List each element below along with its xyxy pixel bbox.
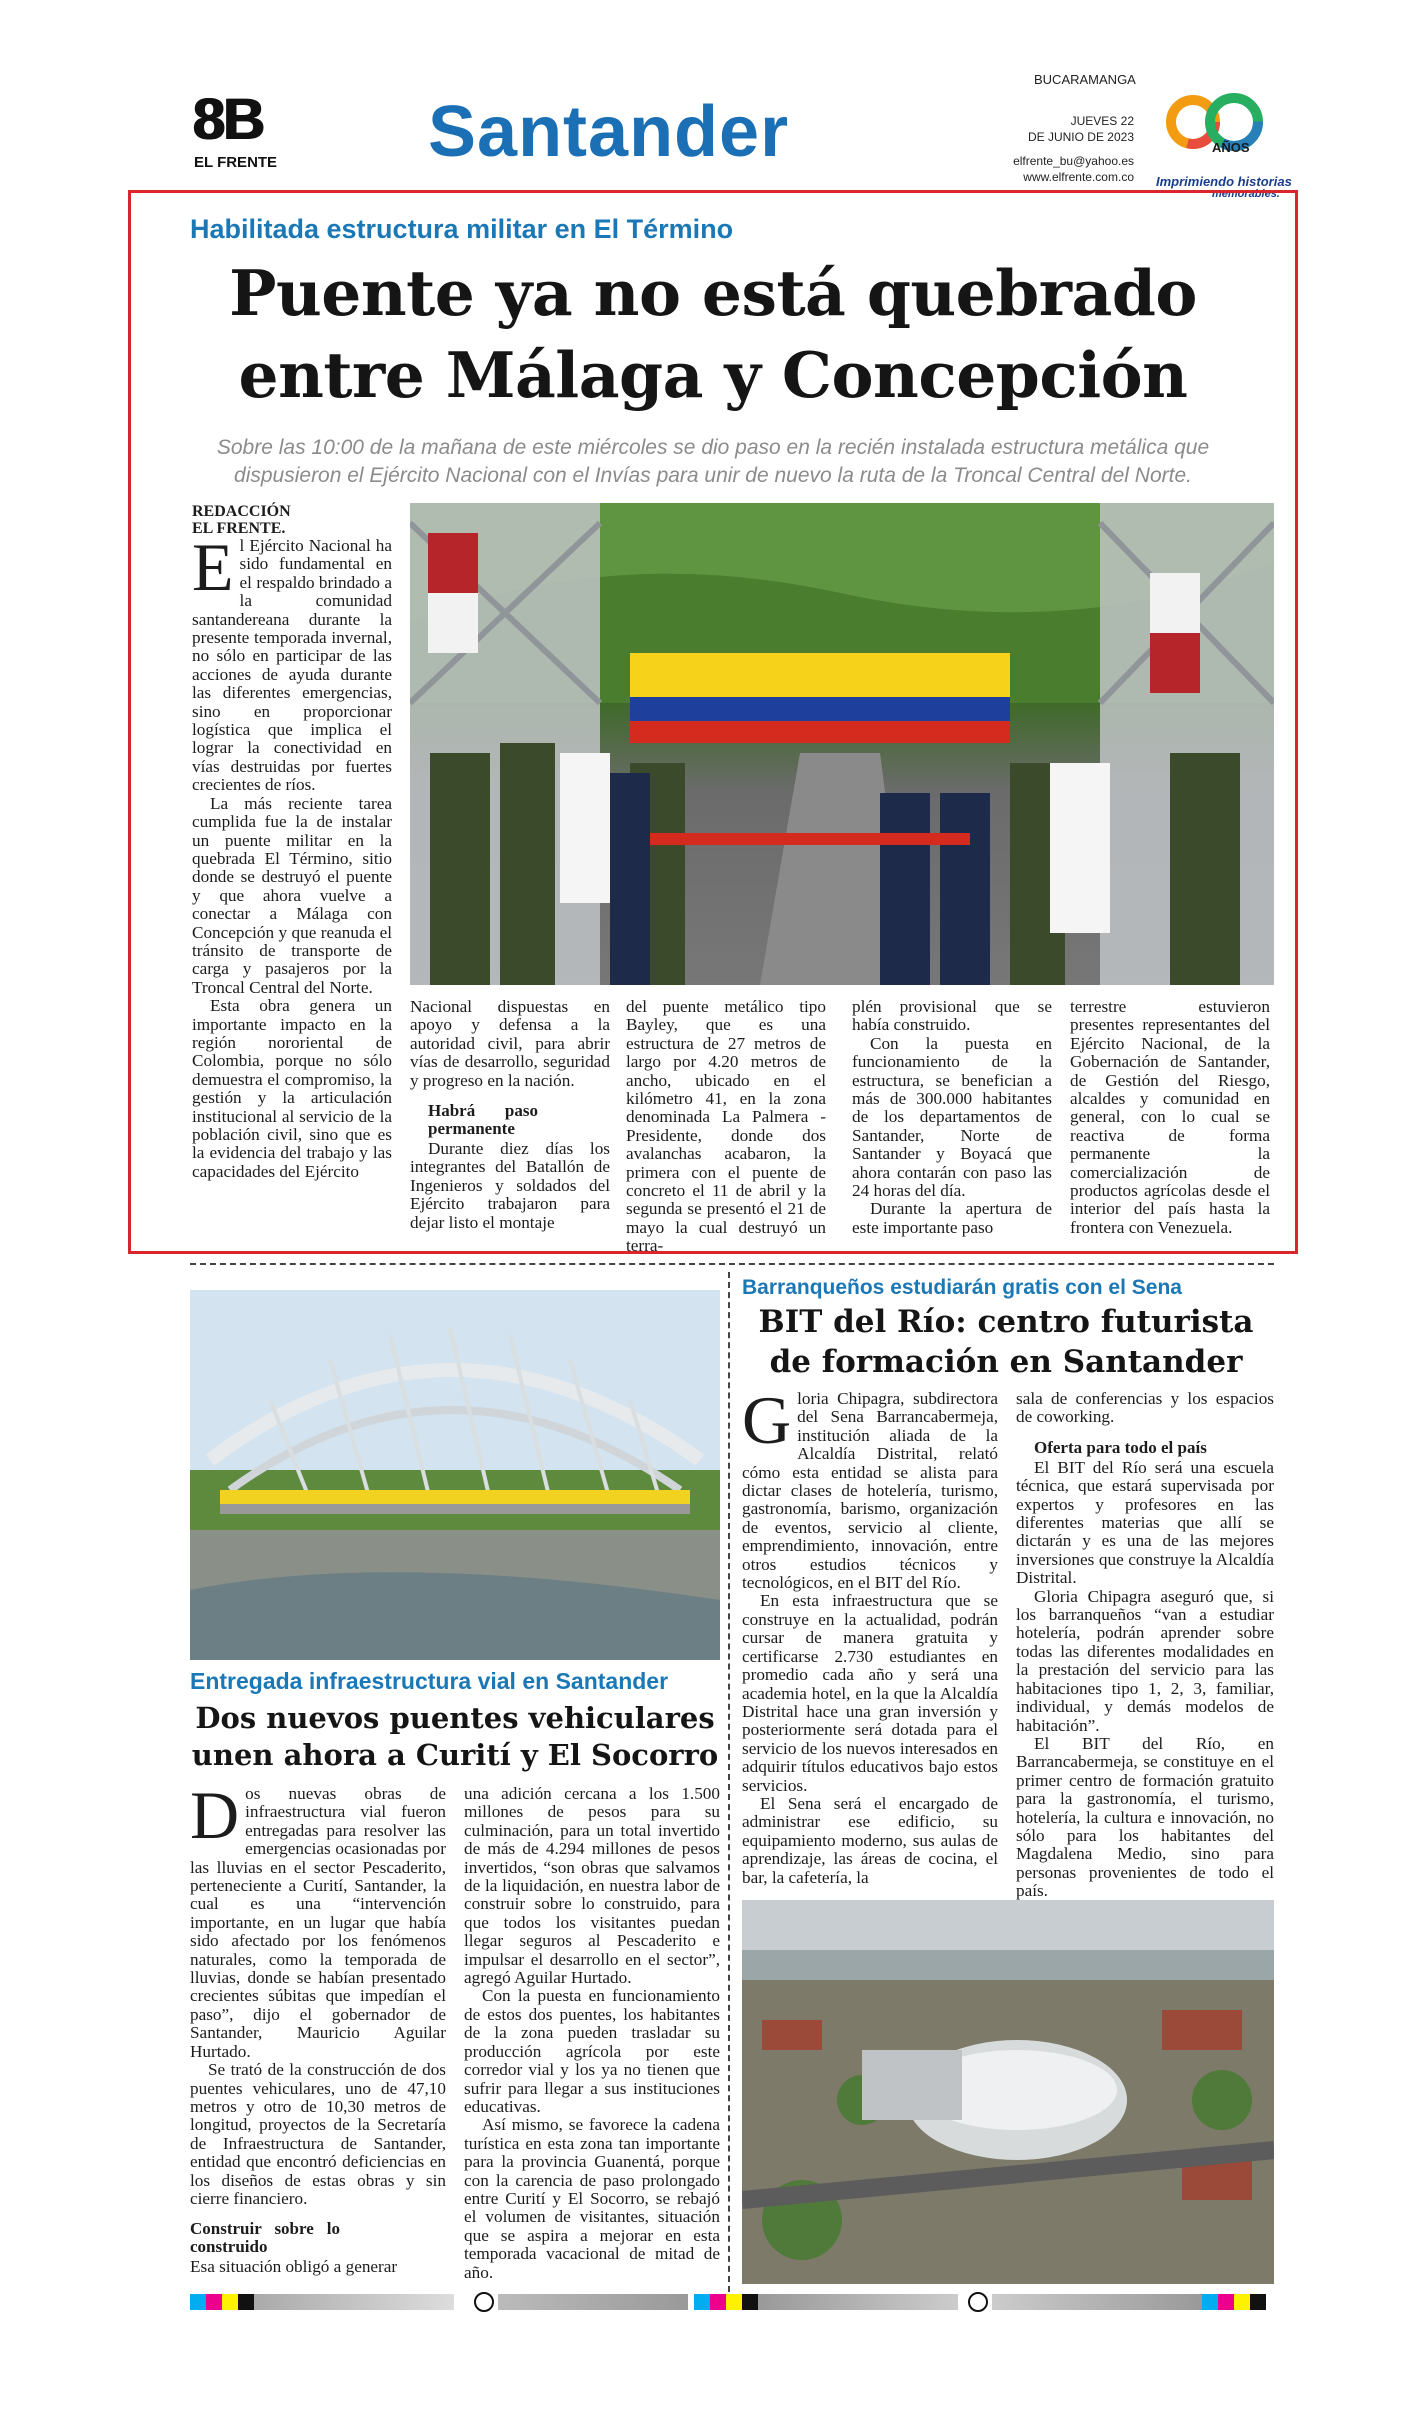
main-headline-line-1: Puente ya no está quebrado: [229, 256, 1197, 330]
date-line-2: DE JUNIO DE 2023: [1027, 130, 1134, 144]
aerial-illustration: [742, 1900, 1274, 2284]
main-col1-p1: l Ejército Nacional ha sido fundamental en el respaldo brindado a la comunidad santandereana durante la presente temporada invernal, no sólo en participar de las acciones de ayuda durante las diferentes emergencias, sino en proporcionar logística que implica el lograr la conectividad en vías destruidas por fuertes crecientes de ríos.: [192, 536, 392, 795]
bit-del-rio-aerial-photo: [742, 1900, 1274, 2284]
main-drop-cap: E: [192, 529, 234, 605]
sena-col-2: [1016, 1390, 1274, 1901]
bridges-col1-p2: Se trató de la construcción de dos puentes vehiculares, uno de 47,10 metros y otro de 10,30 metros de longitud, proyectos de la Secretaría de Infraestructura de Santander, entidad que encontró deficiencias en los diseños de estas obras y sin cierre financiero.: [190, 2060, 446, 2208]
anniversary-word: AÑOS: [1212, 140, 1250, 155]
sena-col2-p1: sala de conferencias y los espacios de coworking.: [1016, 1389, 1274, 1427]
main-deck-line-1: Sobre las 10:00 de la mañana de este miércoles se dio paso en la recién instalada estructura metálica que: [216, 436, 1210, 459]
email: elfrente_bu@yahoo.es: [1013, 154, 1134, 168]
sena-col-1: [742, 1382, 998, 1887]
bridges-col2-p2: Con la puesta en funcionamiento de estos dos puentes, los habitantes de la zona pueden trasladar su producción agrícola por este corredor vial y los ya no tienen que sufrir para llegar a sus instituciones educativas.: [464, 1986, 720, 2116]
slogan-line-2: memorables.: [1212, 188, 1280, 200]
slogan-line-1: Imprimiendo historias: [1156, 174, 1292, 189]
registration-bar-right: [992, 2294, 1274, 2310]
city: BUCARAMANGA: [1034, 72, 1136, 87]
section-title: Santander: [428, 92, 790, 172]
main-col-5: [1070, 998, 1270, 1237]
bridges-kicker: Entregada infraestructura vial en Santander: [190, 1668, 669, 1694]
bridges-subhead: Construir sobre lo construido: [190, 2219, 340, 2257]
sena-headline-line-2: de formación en Santander: [769, 1344, 1243, 1380]
website: www.elfrente.com.co: [1023, 170, 1134, 184]
main-col4-p2: Con la puesta en funcionamiento de la estructura, se benefician a más de 300.000 habitantes de los departamentos de Santander, Norte de Santander y Boyacá que ahora contarán con paso las 24 horas del día.: [852, 1033, 1052, 1201]
bridges-headline-line-2: unen ahora a Curití y El Socorro: [191, 1738, 719, 1772]
date-line-1: JUEVES 22: [1070, 114, 1134, 128]
bridge-photo: [190, 1290, 720, 1660]
byline-line-2: EL FRENTE.: [192, 520, 286, 537]
main-col2-p2: Durante diez días los integrantes del Batallón de Ingenieros y soldados del Ejército trabajaron para dejar listo el montaje: [410, 1139, 610, 1232]
bridges-col1-p3: Esa situación obligó a generar: [190, 2257, 398, 2277]
main-col-2: [410, 998, 610, 1232]
page-header: [0, 0, 1406, 200]
section-divider: [190, 1263, 1274, 1265]
registration-mark-1: [474, 2292, 494, 2312]
bridges-col-1: [190, 1777, 446, 2277]
bridges-col2-p3: Así mismo, se favorece la cadena turística en esta zona tan importante para la provincia Guanentá, porque con la carencia de paso prolongado entre Curití y El Socorro, se rebajó el volumen de visitantes, situación que se aspira a mejorar en esta temporada vacacional de mitad de año.: [464, 2115, 720, 2282]
registration-bar-left: [190, 2294, 470, 2310]
main-col1-p3: Esta obra genera un importante impacto en la región nororiental de Colombia, porque no sólo demuestra el compromiso, la gestión y la articulación institucional al servicio de la población civil, sino que es la evidencia del trabajo y las capacidades del Ejército: [192, 996, 392, 1181]
sena-headline-line-1: BIT del Río: centro futurista: [758, 1304, 1254, 1340]
sena-col2-p3: Gloria Chipagra aseguró que, si los barranqueños “van a estudiar hotelería, podrán aprender sobre todas las diferentes modalidades en la prestación del servicio para las habitaciones tipo 1, 2, 3, familiar, individual, y demás modelos de habitación”.: [1016, 1586, 1274, 1735]
sena-col2-p4: El BIT del Río, en Barrancabermeja, se constituye en el primer centro de formación gratuito para la gastronomía, el turismo, hotelería, la cultura e innovación, no sólo para los habitantes del Magdalena Medio, sino para personas provenientes de todo el país.: [1016, 1733, 1274, 1901]
column-divider: [728, 1272, 730, 2292]
main-col4-p3: Durante la apertura de este importante paso: [852, 1199, 1052, 1237]
page-number: 8B: [192, 87, 263, 152]
main-kicker: Habilitada estructura militar en El Término: [190, 214, 734, 244]
registration-bar-mid-left: [498, 2294, 688, 2310]
main-deck: [150, 434, 1276, 490]
registration-bar-mid: [694, 2294, 964, 2310]
bridges-col2-p1: una adición cercana a los 1.500 millones de pesos para su culminación, para un total invertido de más de 4.294 millones de pesos invertidos, “son obras que salvamos de la liquidación, en nuestra labor de construir sobre lo construido, para que todos los visitantes puedan llegar seguros al Pescaderito e impulsar el desarrollo en el sector”, agregó Aguilar Hurtado.: [464, 1784, 720, 1988]
bridge-illustration: [190, 1290, 720, 1660]
sena-headline: [736, 1302, 1276, 1382]
main-col4-p1: plén provisional que se había construido.: [852, 997, 1052, 1035]
bridges-headline: [180, 1700, 730, 1774]
main-headline: [150, 252, 1276, 416]
paper-name: EL FRENTE: [194, 154, 278, 171]
sena-kicker: Barranqueños estudiarán gratis con el Sena: [742, 1276, 1182, 1299]
bridges-col1-p1: os nuevas obras de infraestructura vial fueron entregadas para resolver las emergencias ocasionadas por las lluvias en el sector Pescaderito, perteneciente a Curití, Santander, la cual es una “intervención importante, en un lugar que había sido afectado por los fenómenos naturales, como la temporada de lluvias, donde se habían presentado crecientes súbitas que impedían el paso”, dijo el gobernador de Santander, Mauricio Aguilar Hurtado.: [190, 1784, 446, 2061]
sena-col1-p3: El Sena será el encargado de administrar ese edificio, su equipamiento moderno, sus aulas de aprendizaje, las áreas de cocina, el bar, la cafetería, la: [742, 1793, 998, 1887]
main-col1-p2: La más reciente tarea cumplida fue la de instalar un puente militar en la quebrada El Término, sitio donde se destruyó el puente y que ahora vuelve a conectar a Málaga con Concepción y que reanuda el tránsito de transporte de carga y pasajeros por la Troncal Central del Norte.: [192, 793, 392, 997]
registration-mark-2: [968, 2292, 988, 2312]
sena-col2-p2: El BIT del Río será una escuela técnica, que estará supervisada por expertos y profesores en las diferentes materias que allí se dictarán y es una de las mejores inversiones que construye la Alcaldía Distrital.: [1016, 1457, 1274, 1588]
bridges-headline-line-1: Dos nuevos puentes vehiculares: [195, 1701, 715, 1735]
main-deck-line-2: dispusieron el Ejército Nacional con el Invías para unir de nuevo la ruta de la Troncal Central del Norte.: [234, 464, 1192, 487]
main-col5-p1: terrestre estuvieron presentes representantes del Ejército Nacional, de la Gobernación de Santander, de Gestión del Riesgo, alcaldes y comunidad en general, con lo cual se reactiva de forma permanente la comercialización de productos agrícolas desde el interior del país hasta la frontera con Venezuela.: [1070, 997, 1270, 1237]
main-subhead: Habrá paso permanente: [428, 1101, 538, 1139]
main-headline-line-2: entre Málaga y Concepción: [238, 338, 1188, 412]
main-col3-p1: del puente metálico tipo Bayley, que es una estructura de 27 metros de largo por 4.20 metros de ancho, ubicado en el kilómetro 41, en la zona denominada La Palmera - Presidente, donde dos avalanchas acabaron, la primera con el puente de concreto el 11 de abril y la segunda se presentó el 21 de mayo la cual destruyó un terra-: [626, 997, 826, 1256]
bridges-col-2: [464, 1785, 720, 2282]
ceremony-illustration: [410, 503, 1274, 985]
byline: [192, 503, 392, 537]
byline-line-1: REDACCIÓN: [192, 503, 291, 520]
sena-drop-cap: G: [742, 1382, 792, 1458]
sena-col1-p1: loria Chipagra, subdirectora del Sena Barrancabermeja, institución aliada de la Alcaldía Distrital, relató cómo esta entidad se alista para dictar clases de hotelería, turismo, gastronomía, barismo, organización de eventos, servicio al cliente, emprendimiento, innovación, entre otros estudios técnicos y tecnológicos, en el BIT del Río.: [742, 1389, 998, 1593]
main-col-1: [192, 503, 392, 1181]
sena-subhead: Oferta para todo el país: [1034, 1437, 1207, 1457]
main-col2-p1: Nacional dispuestas en apoyo y defensa a la autoridad civil, para abrir vías de desarrollo, seguridad y progreso en la nación.: [410, 997, 610, 1090]
bridges-drop-cap: D: [190, 1777, 240, 1853]
main-col-3: [626, 998, 826, 1256]
main-photo-bridge-ceremony: [410, 503, 1274, 985]
main-col-4: [852, 998, 1052, 1237]
sena-col1-p2: En esta infraestructura que se construye en la actualidad, podrán cursar de manera gratuita y certificarse 2.730 estudiantes en promedio cada año y será una academia hotel, en la que la Alcaldía Distrital hace una gran inversión y posteriormente será dotada para el servicio de los nuevos interesados en adquirir títulos educativos bajo estos servicios.: [742, 1591, 998, 1795]
